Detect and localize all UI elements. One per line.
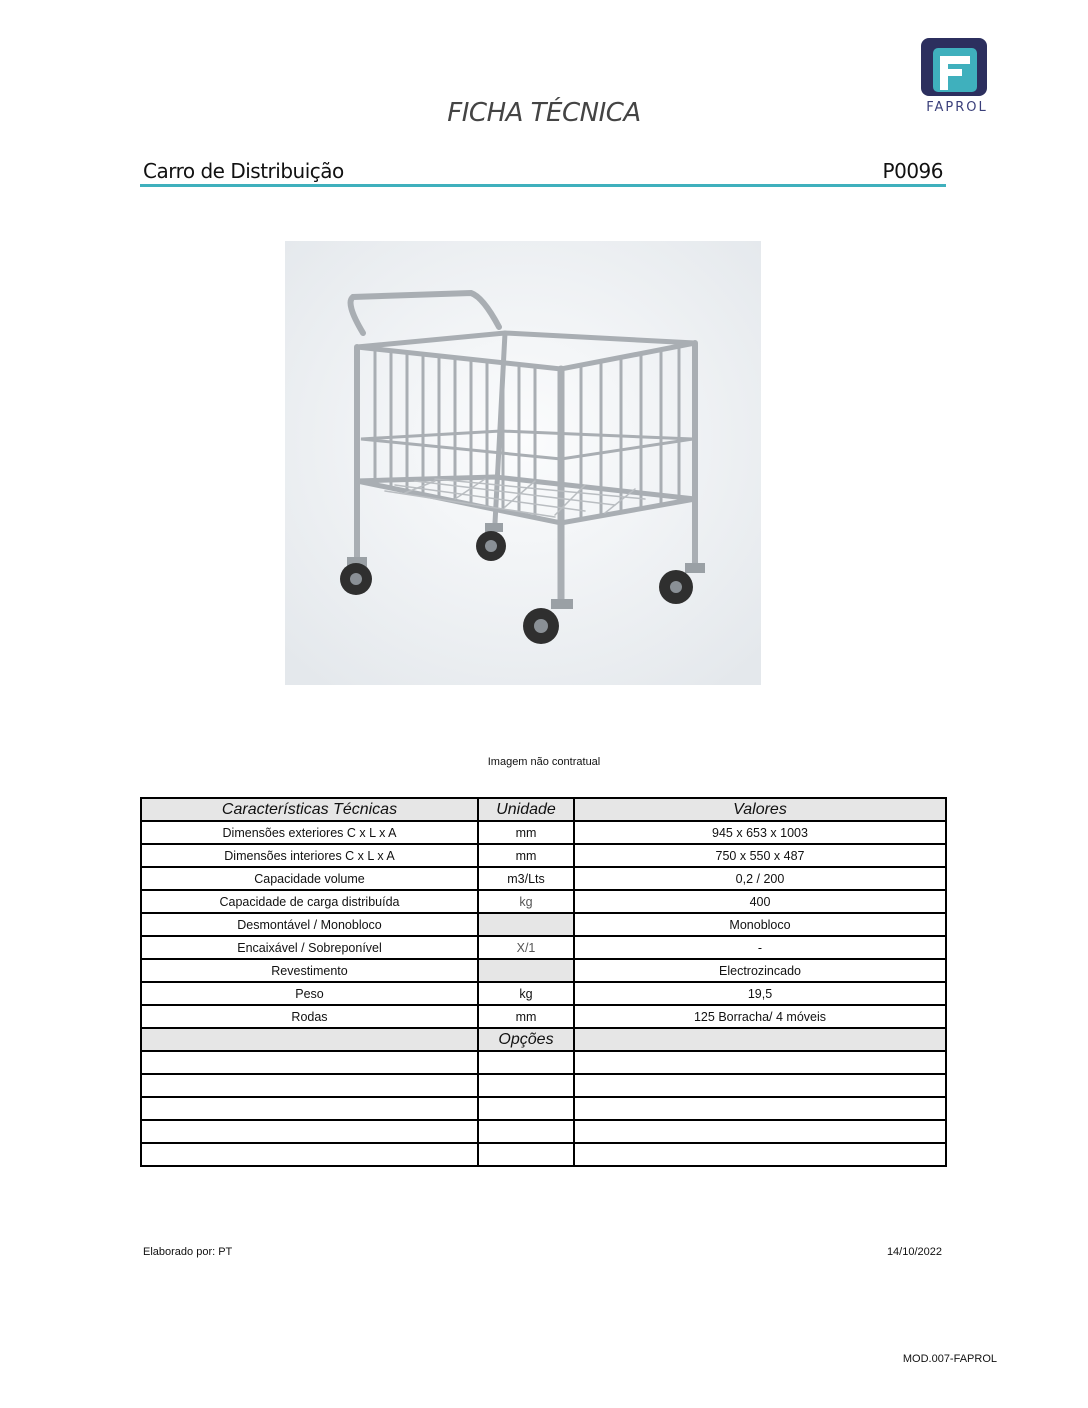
options-cell — [574, 1143, 946, 1166]
row-unit: kg — [478, 890, 574, 913]
row-unit: m3/Lts — [478, 867, 574, 890]
options-cell — [141, 1120, 478, 1143]
product-image — [285, 241, 761, 685]
options-cell — [574, 1074, 946, 1097]
options-row — [141, 1120, 946, 1143]
table-row — [141, 1005, 946, 1028]
options-header-blank-left — [141, 1028, 478, 1051]
table-row — [141, 959, 946, 982]
options-header-blank-right — [574, 1028, 946, 1051]
options-row — [141, 1074, 946, 1097]
table-row — [141, 982, 946, 1005]
options-cell — [574, 1051, 946, 1074]
header-values: Valores — [574, 798, 946, 821]
row-label: Rodas — [141, 1005, 478, 1028]
row-value: 400 — [574, 890, 946, 913]
form-code: MOD.007-FAPROL — [902, 1353, 997, 1365]
row-label: Dimensões exteriores C x L x A — [141, 821, 478, 844]
options-cell — [141, 1074, 478, 1097]
product-name: Carro de Distribuição — [143, 159, 344, 183]
row-unit — [478, 959, 574, 982]
row-unit: X/1 — [478, 936, 574, 959]
specs-table — [140, 797, 947, 1167]
product-header — [140, 158, 946, 187]
row-label: Revestimento — [141, 959, 478, 982]
row-label: Dimensões interiores C x L x A — [141, 844, 478, 867]
table-header-row — [141, 798, 946, 821]
header-unit: Unidade — [478, 798, 574, 821]
options-cell — [574, 1097, 946, 1120]
options-cell — [141, 1097, 478, 1120]
row-label: Desmontável / Monobloco — [141, 913, 478, 936]
options-header-row — [141, 1028, 946, 1051]
table-row — [141, 913, 946, 936]
table-row — [141, 936, 946, 959]
options-cell — [141, 1143, 478, 1166]
image-caption: Imagem não contratual — [487, 756, 601, 768]
row-label: Capacidade volume — [141, 867, 478, 890]
row-value: 125 Borracha/ 4 móveis — [574, 1005, 946, 1028]
row-label: Capacidade de carga distribuída — [141, 890, 478, 913]
row-value: 0,2 / 200 — [574, 867, 946, 890]
options-cell — [141, 1051, 478, 1074]
row-unit — [478, 913, 574, 936]
logo-wordmark: FAPROL — [926, 100, 988, 115]
row-value: 19,5 — [574, 982, 946, 1005]
table-row — [141, 867, 946, 890]
row-unit: mm — [478, 1005, 574, 1028]
row-value: 945 x 653 x 1003 — [574, 821, 946, 844]
row-unit: mm — [478, 821, 574, 844]
row-label: Encaixável / Sobreponível — [141, 936, 478, 959]
prepared-by: Elaborado por: PT — [143, 1246, 233, 1258]
table-row — [141, 821, 946, 844]
row-value: - — [574, 936, 946, 959]
row-value: Electrozincado — [574, 959, 946, 982]
options-cell — [478, 1143, 574, 1166]
product-code: P0096 — [882, 159, 943, 183]
row-unit: kg — [478, 982, 574, 1005]
header-characteristics: Características Técnicas — [141, 798, 478, 821]
options-cell — [478, 1074, 574, 1097]
options-row — [141, 1051, 946, 1074]
document-title: FICHA TÉCNICA — [447, 98, 641, 128]
row-value: Monobloco — [574, 913, 946, 936]
row-unit: mm — [478, 844, 574, 867]
row-label: Peso — [141, 982, 478, 1005]
table-row — [141, 890, 946, 913]
options-header: Opções — [478, 1028, 574, 1051]
options-cell — [478, 1120, 574, 1143]
table-row — [141, 844, 946, 867]
row-value: 750 x 550 x 487 — [574, 844, 946, 867]
options-row — [141, 1143, 946, 1166]
options-cell — [478, 1097, 574, 1120]
options-row — [141, 1097, 946, 1120]
document-date: 14/10/2022 — [886, 1246, 942, 1258]
options-cell — [574, 1120, 946, 1143]
options-cell — [478, 1051, 574, 1074]
